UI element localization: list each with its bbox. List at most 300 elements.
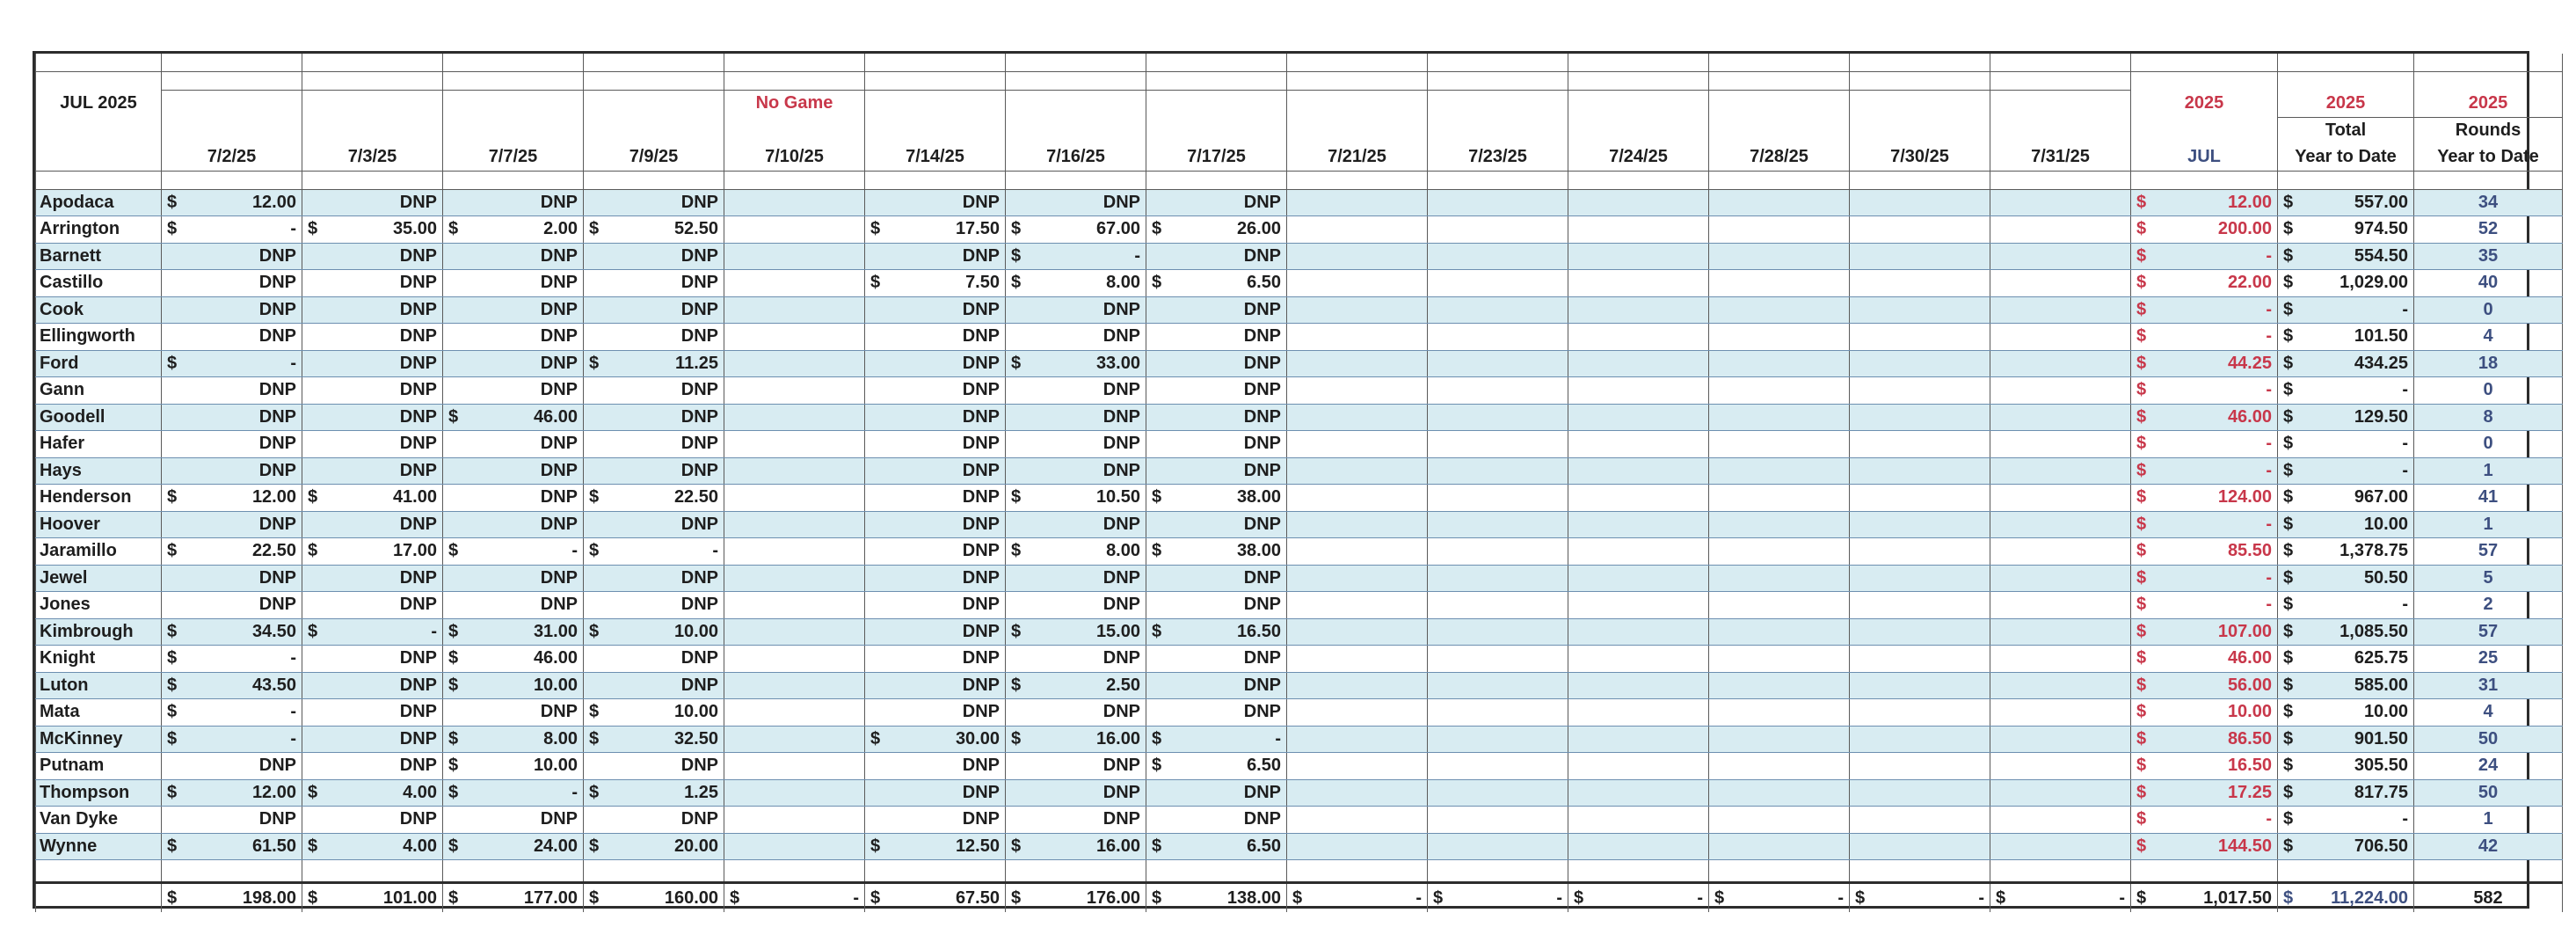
currency-symbol: $ xyxy=(589,219,600,238)
dnp-cell: DNP xyxy=(162,243,302,270)
empty-cell xyxy=(1990,565,2131,592)
player-row xyxy=(36,833,2563,860)
amount: 434.25 xyxy=(2354,353,2408,373)
empty-cell xyxy=(1709,270,1850,297)
currency-symbol: $ xyxy=(308,888,318,908)
currency-symbol: $ xyxy=(167,541,178,560)
dnp-cell: DNP xyxy=(1006,296,1146,324)
blank-cell xyxy=(1568,72,1709,91)
dnp-cell: DNP xyxy=(302,753,443,780)
blank-cell xyxy=(1990,860,2131,883)
empty-cell xyxy=(1990,726,2131,753)
blank-cell xyxy=(1428,117,1568,144)
dnp-cell: DNP xyxy=(162,753,302,780)
rounds-count: 0 xyxy=(2414,296,2563,324)
currency-symbol: $ xyxy=(167,675,178,695)
blank-cell xyxy=(724,72,865,91)
dnp-cell: DNP xyxy=(162,457,302,485)
blank-cell xyxy=(2131,72,2278,91)
player-row xyxy=(36,565,2563,592)
empty-cell xyxy=(1850,485,1990,512)
amount: 56.00 xyxy=(2227,675,2272,695)
dnp-cell: DNP xyxy=(443,565,584,592)
blank-cell xyxy=(1287,117,1428,144)
player-name: Hays xyxy=(36,457,162,485)
empty-cell xyxy=(1709,592,1850,619)
currency-symbol: $ xyxy=(167,487,178,507)
currency-symbol: $ xyxy=(1011,728,1022,748)
empty-cell xyxy=(1428,485,1568,512)
empty-cell xyxy=(1287,833,1428,860)
currency-symbol: $ xyxy=(1011,219,1022,238)
dnp-cell: DNP xyxy=(1146,511,1287,538)
currency-symbol: $ xyxy=(167,648,178,668)
amount: 10.00 xyxy=(673,702,718,721)
empty-cell xyxy=(1850,377,1990,405)
amount: 10.00 xyxy=(2363,514,2408,534)
player-name: Jaramillo xyxy=(36,538,162,566)
date-header: 7/28/25 xyxy=(1709,144,1850,172)
empty-cell xyxy=(1850,216,1990,244)
amount-cell xyxy=(302,216,443,244)
amount: 8.00 xyxy=(1106,273,1140,292)
jul-total xyxy=(2131,350,2278,377)
jul-total xyxy=(2131,296,2278,324)
player-name: Arrington xyxy=(36,216,162,244)
dnp-cell: DNP xyxy=(302,511,443,538)
player-row xyxy=(36,270,2563,297)
currency-symbol: $ xyxy=(1011,675,1022,695)
amount: - xyxy=(431,621,437,641)
blank-cell xyxy=(1568,54,1709,72)
ytd-total xyxy=(2278,753,2414,780)
rounds-count: 5 xyxy=(2414,565,2563,592)
amount: 44.25 xyxy=(2227,353,2272,373)
empty-cell xyxy=(724,350,865,377)
dnp-cell: DNP xyxy=(584,324,724,351)
empty-cell xyxy=(1428,270,1568,297)
blank-cell xyxy=(443,54,584,72)
empty-cell xyxy=(1709,350,1850,377)
ytd-total xyxy=(2278,485,2414,512)
player-name: Kimbrough xyxy=(36,618,162,646)
blank-cell xyxy=(1850,171,1990,189)
dnp-cell: DNP xyxy=(302,296,443,324)
player-row xyxy=(36,538,2563,566)
empty-cell xyxy=(1287,431,1428,458)
empty-cell xyxy=(1709,699,1850,727)
dnp-cell: DNP xyxy=(1146,779,1287,807)
date-header: 7/23/25 xyxy=(1428,144,1568,172)
date-header: 7/7/25 xyxy=(443,144,584,172)
blank-cell xyxy=(2414,72,2563,91)
player-name: Jones xyxy=(36,592,162,619)
dnp-cell: DNP xyxy=(1006,511,1146,538)
empty-cell xyxy=(1990,377,2131,405)
player-name: Barnett xyxy=(36,243,162,270)
blank-cell xyxy=(2278,860,2414,883)
currency-symbol: $ xyxy=(730,888,740,908)
date-header: 7/31/25 xyxy=(1990,144,2131,172)
currency-symbol: $ xyxy=(448,648,459,668)
blank-cell xyxy=(443,72,584,91)
amount-cell xyxy=(1006,270,1146,297)
blank-cell xyxy=(2414,860,2563,883)
empty-cell xyxy=(1990,779,2131,807)
currency-symbol: $ xyxy=(2136,836,2147,856)
currency-symbol: $ xyxy=(1152,756,1162,775)
amount-cell xyxy=(865,216,1006,244)
blank-cell xyxy=(1990,91,2131,118)
player-row xyxy=(36,431,2563,458)
empty-cell xyxy=(1850,726,1990,753)
rounds-count: 57 xyxy=(2414,618,2563,646)
empty-cell xyxy=(724,270,865,297)
amount-cell xyxy=(443,646,584,673)
amount: 138.00 xyxy=(1226,888,1281,908)
amount-cell xyxy=(162,216,302,244)
dnp-cell: DNP xyxy=(584,646,724,673)
currency-symbol: $ xyxy=(2136,621,2147,641)
empty-cell xyxy=(1850,511,1990,538)
ytd-total xyxy=(2278,699,2414,727)
column-total xyxy=(1428,883,1568,913)
empty-cell xyxy=(1428,324,1568,351)
dnp-cell: DNP xyxy=(443,511,584,538)
empty-cell xyxy=(1428,216,1568,244)
amount: - xyxy=(2266,809,2272,829)
dnp-cell: DNP xyxy=(162,511,302,538)
dnp-cell: DNP xyxy=(1006,457,1146,485)
blank-cell xyxy=(302,860,443,883)
amount-cell xyxy=(162,618,302,646)
empty-cell xyxy=(724,243,865,270)
blank-cell xyxy=(1287,91,1428,118)
amount: 52.50 xyxy=(673,219,718,238)
amount-cell xyxy=(1006,485,1146,512)
currency-symbol: $ xyxy=(2136,702,2147,721)
rounds-count: 4 xyxy=(2414,699,2563,727)
amount-cell xyxy=(865,726,1006,753)
dnp-cell: DNP xyxy=(584,753,724,780)
amount: 305.50 xyxy=(2354,756,2408,775)
amount: 8.00 xyxy=(1106,541,1140,560)
currency-symbol: $ xyxy=(1011,273,1022,292)
amount: - xyxy=(1697,888,1703,908)
empty-cell xyxy=(1428,431,1568,458)
jul-total xyxy=(2131,431,2278,458)
date-header: 7/24/25 xyxy=(1568,144,1709,172)
currency-symbol: $ xyxy=(2283,514,2294,534)
amount-cell xyxy=(162,699,302,727)
amount-cell xyxy=(1146,538,1287,566)
blank-cell xyxy=(36,144,162,172)
dnp-cell: DNP xyxy=(584,511,724,538)
player-row xyxy=(36,592,2563,619)
currency-symbol: $ xyxy=(1011,353,1022,373)
empty-cell xyxy=(1990,431,2131,458)
amount: - xyxy=(2402,380,2408,399)
currency-symbol: $ xyxy=(2136,728,2147,748)
rounds-ytd-label: Year to Date xyxy=(2414,144,2563,172)
amount: - xyxy=(712,541,718,560)
ytd-total xyxy=(2278,807,2414,834)
empty-cell xyxy=(1568,565,1709,592)
empty-cell xyxy=(1709,324,1850,351)
dnp-cell: DNP xyxy=(584,243,724,270)
player-name: Van Dyke xyxy=(36,807,162,834)
currency-symbol: $ xyxy=(308,836,318,856)
currency-symbol: $ xyxy=(2136,541,2147,560)
amount-cell xyxy=(443,672,584,699)
empty-cell xyxy=(1568,350,1709,377)
amount-cell xyxy=(1146,216,1287,244)
amount: - xyxy=(1556,888,1562,908)
empty-cell xyxy=(1990,807,2131,834)
amount: - xyxy=(2402,460,2408,480)
blank-cell xyxy=(1428,91,1568,118)
currency-symbol: $ xyxy=(1152,541,1162,560)
ytd-total xyxy=(2278,350,2414,377)
player-row xyxy=(36,377,2563,405)
amount: 46.00 xyxy=(533,406,578,427)
empty-cell xyxy=(1428,807,1568,834)
dnp-cell: DNP xyxy=(865,404,1006,431)
dnp-cell: DNP xyxy=(865,618,1006,646)
empty-cell xyxy=(1428,753,1568,780)
blank-cell xyxy=(1146,860,1287,883)
currency-symbol: $ xyxy=(1433,888,1444,908)
empty-cell xyxy=(724,377,865,405)
amount: - xyxy=(1978,888,1984,908)
amount: 967.00 xyxy=(2354,487,2408,507)
empty-cell xyxy=(1287,672,1428,699)
amount-cell xyxy=(302,618,443,646)
currency-symbol: $ xyxy=(2136,406,2147,427)
currency-symbol: $ xyxy=(2283,460,2294,480)
jul-total xyxy=(2131,216,2278,244)
player-row xyxy=(36,296,2563,324)
currency-symbol: $ xyxy=(448,675,459,695)
empty-cell xyxy=(1428,243,1568,270)
blank-cell xyxy=(865,54,1006,72)
jul-total xyxy=(2131,779,2278,807)
dnp-cell: DNP xyxy=(584,672,724,699)
dnp-cell: DNP xyxy=(1006,565,1146,592)
empty-cell xyxy=(1990,699,2131,727)
amount: - xyxy=(290,728,296,748)
empty-cell xyxy=(1568,699,1709,727)
empty-cell xyxy=(724,672,865,699)
date-header: 7/9/25 xyxy=(584,144,724,172)
player-row xyxy=(36,404,2563,431)
dnp-cell: DNP xyxy=(443,377,584,405)
rounds-count: 25 xyxy=(2414,646,2563,673)
blank-cell xyxy=(1709,171,1850,189)
no-game-label: No Game xyxy=(724,91,865,118)
amount-cell xyxy=(302,538,443,566)
player-name: Gann xyxy=(36,377,162,405)
amount-cell xyxy=(1146,833,1287,860)
player-name: Hafer xyxy=(36,431,162,458)
currency-symbol: $ xyxy=(448,836,459,856)
amount-cell xyxy=(1006,833,1146,860)
currency-symbol: $ xyxy=(1011,487,1022,507)
dnp-cell: DNP xyxy=(865,672,1006,699)
amount: 1,029.00 xyxy=(2340,273,2408,292)
empty-cell xyxy=(1709,565,1850,592)
dnp-cell: DNP xyxy=(162,592,302,619)
amount: 31.00 xyxy=(533,621,578,641)
empty-cell xyxy=(1990,350,2131,377)
amount: 17.00 xyxy=(392,541,437,560)
empty-cell xyxy=(1990,404,2131,431)
empty-cell xyxy=(1850,753,1990,780)
dnp-cell: DNP xyxy=(584,592,724,619)
empty-cell xyxy=(1990,485,2131,512)
empty-cell xyxy=(1709,726,1850,753)
amount: - xyxy=(1134,245,1140,266)
amount: 16.00 xyxy=(1095,836,1140,856)
title-row xyxy=(36,91,2563,118)
amount: 10.00 xyxy=(673,621,718,641)
dnp-cell: DNP xyxy=(1146,350,1287,377)
blank-cell xyxy=(1850,117,1990,144)
empty-cell xyxy=(1709,753,1850,780)
blank-cell xyxy=(1006,72,1146,91)
rounds-count: 57 xyxy=(2414,538,2563,566)
empty-cell xyxy=(1428,511,1568,538)
empty-cell xyxy=(1850,189,1990,216)
amount: - xyxy=(2266,514,2272,534)
jul-total xyxy=(2131,485,2278,512)
currency-symbol: $ xyxy=(589,836,600,856)
blank-cell xyxy=(1146,54,1287,72)
amount: 974.50 xyxy=(2354,219,2408,238)
amount: 6.50 xyxy=(1247,756,1281,775)
player-row xyxy=(36,618,2563,646)
amount: 67.50 xyxy=(955,888,1000,908)
empty-cell xyxy=(1990,296,2131,324)
blank-cell xyxy=(865,91,1006,118)
dnp-cell: DNP xyxy=(302,646,443,673)
dnp-cell: DNP xyxy=(1146,565,1287,592)
amount-cell xyxy=(302,485,443,512)
currency-symbol: $ xyxy=(2283,836,2294,856)
currency-symbol: $ xyxy=(167,621,178,641)
empty-cell xyxy=(1990,646,2131,673)
blank-cell xyxy=(865,171,1006,189)
amount: 7.50 xyxy=(965,273,1000,292)
ytd-total xyxy=(2278,672,2414,699)
amount: - xyxy=(1275,728,1281,748)
player-name: Apodaca xyxy=(36,189,162,216)
currency-symbol: $ xyxy=(448,621,459,641)
amount: 177.00 xyxy=(523,888,578,908)
currency-symbol: $ xyxy=(1292,888,1303,908)
date-header: 7/10/25 xyxy=(724,144,865,172)
jul-total xyxy=(2131,726,2278,753)
currency-symbol: $ xyxy=(589,541,600,560)
jul-total xyxy=(2131,646,2278,673)
empty-cell xyxy=(1990,753,2131,780)
blank-cell xyxy=(162,72,302,91)
empty-cell xyxy=(1568,672,1709,699)
currency-symbol: $ xyxy=(2136,219,2147,238)
jul-total xyxy=(2131,807,2278,834)
ytd-total xyxy=(2278,296,2414,324)
blank-cell xyxy=(1006,171,1146,189)
player-name: Castillo xyxy=(36,270,162,297)
currency-symbol: $ xyxy=(1574,888,1584,908)
currency-symbol: $ xyxy=(2136,487,2147,507)
dnp-cell: DNP xyxy=(1146,243,1287,270)
player-name: McKinney xyxy=(36,726,162,753)
empty-cell xyxy=(1287,511,1428,538)
amount: 35.00 xyxy=(392,219,437,238)
empty-cell xyxy=(1709,431,1850,458)
player-row xyxy=(36,672,2563,699)
amount-cell xyxy=(162,779,302,807)
amount-cell xyxy=(443,726,584,753)
amount-cell xyxy=(162,485,302,512)
rounds-year: 2025 xyxy=(2414,91,2563,118)
empty-cell xyxy=(1287,646,1428,673)
currency-symbol: $ xyxy=(167,702,178,721)
empty-cell xyxy=(1850,699,1990,727)
player-row xyxy=(36,699,2563,727)
empty-cell xyxy=(1850,807,1990,834)
dnp-cell: DNP xyxy=(302,431,443,458)
dnp-cell: DNP xyxy=(302,807,443,834)
amount: - xyxy=(853,888,859,908)
empty-cell xyxy=(1287,565,1428,592)
month-title: JUL 2025 xyxy=(36,91,162,118)
currency-symbol: $ xyxy=(2283,675,2294,695)
currency-symbol: $ xyxy=(2283,888,2294,908)
currency-symbol: $ xyxy=(1152,728,1162,748)
blank-cell xyxy=(1287,171,1428,189)
blank-cell xyxy=(865,860,1006,883)
amount: 16.00 xyxy=(1095,728,1140,748)
amount-cell xyxy=(443,753,584,780)
amount: 10.00 xyxy=(2227,702,2272,721)
rounds-count: 18 xyxy=(2414,350,2563,377)
blank-cell xyxy=(302,91,443,118)
blank-cell xyxy=(302,117,443,144)
currency-symbol: $ xyxy=(2283,782,2294,802)
amount-cell xyxy=(1006,672,1146,699)
amount: 12.00 xyxy=(251,192,296,212)
amount-cell xyxy=(443,779,584,807)
amount: - xyxy=(2402,809,2408,829)
amount: 6.50 xyxy=(1247,273,1281,292)
amount: 10.00 xyxy=(2363,702,2408,721)
currency-symbol: $ xyxy=(2283,648,2294,668)
ytd-total xyxy=(2278,457,2414,485)
player-name: Hoover xyxy=(36,511,162,538)
amount: 22.50 xyxy=(673,487,718,507)
dnp-cell: DNP xyxy=(865,565,1006,592)
currency-symbol: $ xyxy=(167,728,178,748)
empty-cell xyxy=(1287,270,1428,297)
dnp-cell: DNP xyxy=(1006,753,1146,780)
empty-cell xyxy=(1990,216,2131,244)
dnp-cell: DNP xyxy=(1146,807,1287,834)
blank-cell xyxy=(1990,117,2131,144)
blank-cell xyxy=(1146,91,1287,118)
empty-cell xyxy=(724,538,865,566)
